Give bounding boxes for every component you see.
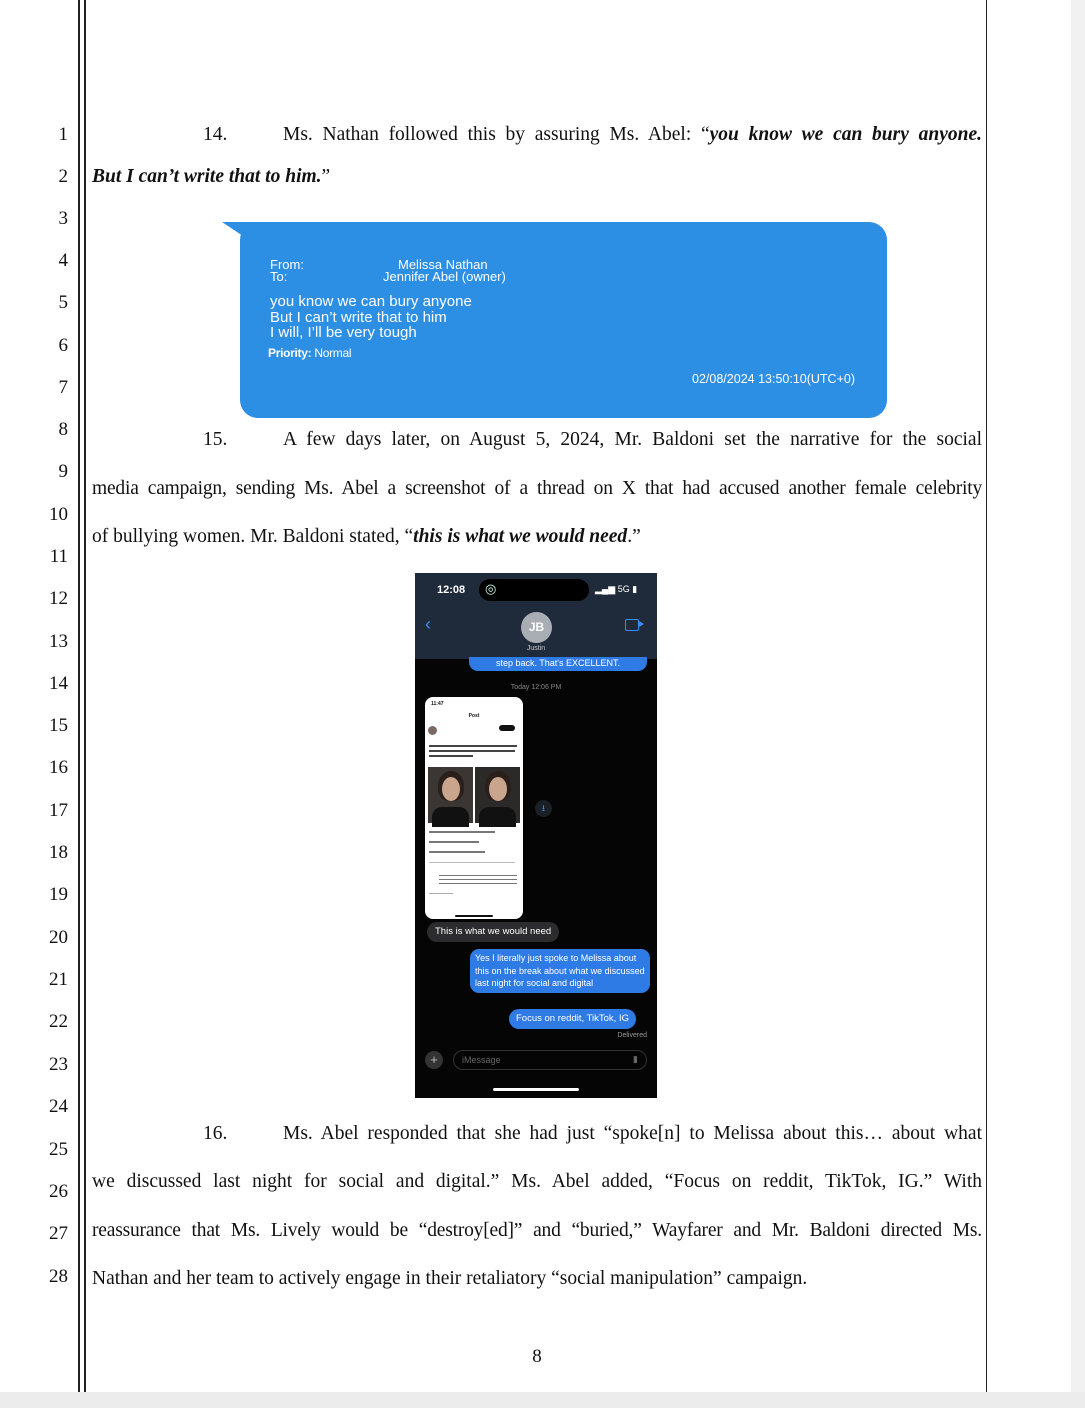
sent-message-bubble: Yes I literally just spoke to Melissa about this on the break about what we discussed last night for social and digital: [470, 949, 650, 993]
paragraph-line: reassurance that Ms. Lively would be “destroy[ed]” and “buried,” Wayfarer and Mr. Baldoni directed Ms.: [92, 1220, 982, 1241]
line-number: 11: [49, 546, 68, 567]
shot-photo: [475, 767, 520, 823]
paragraph-line: we discussed last night for social and digital.” Ms. Abel added, “Focus on reddit, TikTok, IG.” With: [92, 1171, 982, 1192]
left-margin-rule-inner: [84, 0, 86, 1392]
line-number: 22: [49, 1011, 68, 1032]
line-number: 15: [49, 715, 68, 736]
left-margin-rule: [78, 0, 80, 1392]
share-icon[interactable]: ⭳: [535, 800, 552, 817]
line-number: 9: [58, 461, 68, 482]
line-number: 6: [58, 335, 68, 356]
status-signal: ▂▄▆ 5G ▮: [595, 584, 638, 594]
imessage-input[interactable]: [453, 1050, 647, 1070]
text-run: of bullying women. Mr. Baldoni stated, “: [92, 526, 414, 547]
message-timestamp: Today 12:06 PM: [510, 684, 562, 691]
paragraph-number: 15.: [203, 429, 228, 450]
line-number: 20: [49, 927, 68, 948]
email-from-label: From:: [270, 257, 304, 272]
imessage-screenshot: [415, 573, 657, 1098]
email-to-value: Jennifer Abel (owner): [383, 269, 506, 284]
line-number: 18: [49, 842, 68, 863]
paragraph-line: [283, 123, 982, 147]
email-priority: [268, 346, 351, 360]
email-body-line: I will, I’ll be very tough: [270, 324, 417, 341]
page-number: 8: [532, 1346, 542, 1367]
line-number: 1: [58, 124, 68, 145]
sent-message-bubble: step back. That's EXCELLENT.: [469, 657, 647, 671]
shot-reply-line: [439, 875, 517, 876]
paragraph-number: 14.: [203, 124, 228, 145]
contact-avatar[interactable]: JB: [521, 612, 552, 643]
quote-bold: this is what we would need: [413, 526, 628, 547]
line-number: 13: [49, 631, 68, 652]
shot-post-title: Post: [468, 713, 480, 719]
shot-reply-line: [439, 883, 517, 884]
line-number: 12: [49, 588, 68, 609]
paragraph-line: media campaign, sending Ms. Abel a screenshot of a thread on X that had accused another female celebrity: [92, 478, 982, 499]
paragraph-number: 16.: [203, 1123, 228, 1144]
line-number: 24: [49, 1096, 68, 1117]
quote-bold: But I can’t write that to him.: [92, 166, 322, 187]
paragraph-line: [92, 165, 330, 189]
email-from-value: Melissa Nathan: [398, 257, 488, 272]
quote-bold: you know we can bury anyone.: [709, 124, 982, 145]
shot-photo-face: [442, 777, 460, 801]
shot-stats-line: [429, 831, 495, 833]
text-run: ”: [321, 166, 331, 187]
shot-avatar: [428, 726, 437, 735]
line-number: 10: [49, 504, 68, 525]
line-number: 16: [49, 757, 68, 778]
received-message-bubble: This is what we would need: [427, 922, 559, 942]
sent-message-bubble: Focus on reddit, TikTok, IG: [509, 1009, 636, 1029]
line-number: 27: [49, 1223, 68, 1244]
page-edge-bottom: [0, 1392, 1085, 1408]
email-priority-value: Normal: [314, 346, 352, 360]
line-number: 28: [49, 1266, 68, 1287]
line-number: 3: [58, 208, 68, 229]
line-number: 19: [49, 884, 68, 905]
line-number: 14: [49, 673, 68, 694]
x-post-screenshot-attachment[interactable]: [425, 697, 523, 919]
shot-text-line: [429, 750, 515, 752]
paragraph-line: A few days later, on August 5, 2024, Mr. Baldoni set the narrative for the social: [283, 429, 982, 450]
shot-photo-body: [479, 807, 516, 827]
email-timestamp: 02/08/2024 13:50:10(UTC+0): [692, 372, 855, 386]
contact-name[interactable]: Justin: [526, 645, 546, 652]
line-number: 2: [58, 166, 68, 187]
paragraph-line: Nathan and her team to actively engage in their retaliatory “social manipulation” campaign.: [92, 1268, 808, 1289]
home-indicator: [493, 1088, 579, 1091]
shot-stats-line: [429, 851, 485, 853]
email-message-bubble: [240, 222, 887, 418]
status-network: 5G: [617, 584, 630, 594]
status-time: 12:08: [437, 584, 466, 596]
right-margin-rule: [986, 0, 987, 1392]
shot-status-time: 11:47: [431, 701, 444, 707]
shot-text-line: [429, 755, 473, 757]
email-body-line: But I can’t write that to him: [270, 308, 447, 326]
line-number: 25: [49, 1139, 68, 1160]
video-call-icon[interactable]: [625, 619, 639, 631]
back-chevron-icon[interactable]: ‹: [425, 614, 431, 634]
text-run: .”: [627, 526, 641, 547]
email-priority-label: Priority:: [268, 346, 312, 360]
line-number: 4: [58, 250, 68, 271]
shot-reply-line: [439, 879, 517, 880]
text-run: Ms. Nathan followed this by assuring Ms. Abel: “: [283, 124, 710, 145]
email-body-line: you know we can bury anyone: [270, 293, 472, 310]
shot-action-row: [429, 862, 515, 863]
shot-home-indicator: [455, 915, 493, 917]
shot-follow-button: [499, 725, 515, 731]
microphone-icon[interactable]: ▮: [633, 1054, 638, 1064]
link-icon: ◎: [485, 581, 497, 596]
line-number: 7: [58, 377, 68, 398]
delivered-status: Delivered: [617, 1032, 647, 1039]
shot-photo: [428, 767, 473, 823]
line-number: 5: [58, 292, 68, 313]
line-number: 21: [49, 969, 68, 990]
shot-stats-line: [429, 841, 479, 843]
email-body: [270, 294, 472, 341]
email-to-label: To:: [270, 269, 288, 284]
plus-icon[interactable]: +: [425, 1051, 443, 1069]
line-number: 17: [49, 800, 68, 821]
shot-text-line: [429, 745, 517, 747]
shot-photo-face: [489, 777, 507, 801]
imessage-placeholder: iMessage: [462, 1055, 501, 1065]
line-number: 8: [58, 419, 68, 440]
shot-reply-line: [429, 893, 453, 894]
page-edge-right: [1071, 0, 1085, 1392]
shot-photo-body: [432, 807, 469, 827]
shot-nav-bar: [425, 903, 523, 913]
line-number: 23: [49, 1054, 68, 1075]
paragraph-line: [92, 525, 641, 549]
line-number: 26: [49, 1181, 68, 1202]
paragraph-line: Ms. Abel responded that she had just “spoke[n] to Melissa about this… about what: [283, 1123, 982, 1144]
